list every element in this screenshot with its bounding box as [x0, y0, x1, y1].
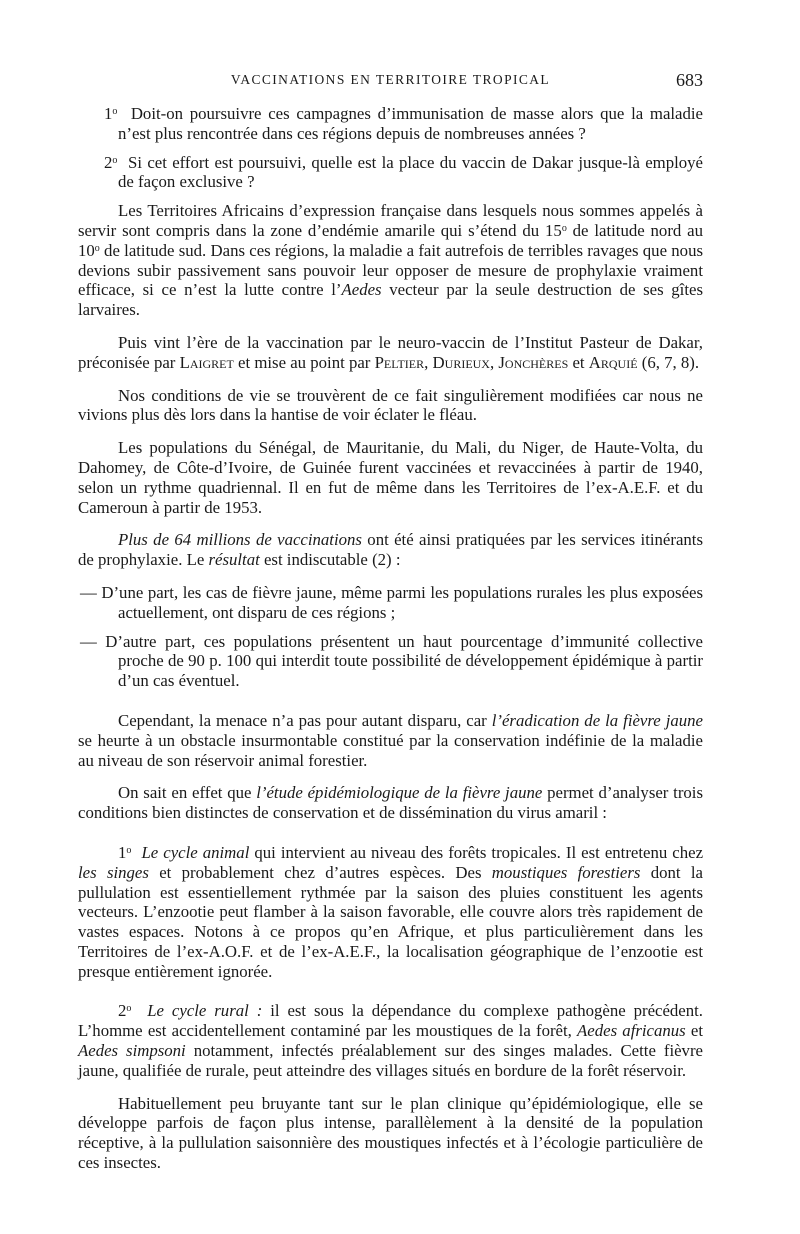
degree-sign: o — [126, 844, 132, 856]
italic-term: Aedes simpsoni — [78, 1041, 186, 1061]
italic-phrase: Plus de 64 millions de vaccinations — [118, 530, 362, 550]
paragraph-text: et — [685, 1021, 703, 1041]
paragraph-text: et — [568, 352, 589, 372]
paragraph-text: permet d’analyser trois conditions bien distinctes de conservation et de dissémination du virus amaril : — [78, 783, 704, 823]
item-number: 1 — [118, 842, 127, 862]
paragraph-text: il est sous la dépendance du complexe pathogène précédent. L’homme est accidentellement contaminé par les moustiques de la forêt, — [78, 1001, 704, 1041]
italic-phrase: Le cycle rural : — [147, 1001, 263, 1021]
paragraph-vaccinations — [78, 530, 703, 570]
paragraph-text: Les Territoires Africains d’expression française dans lesquels nous sommes appelés à servir sont compris dans la zone d’endémie amarile qui s’étend du 15 — [78, 201, 703, 240]
italic-phrase: l’étude épidémiologique de la fièvre jaune — [256, 783, 543, 803]
question-2-text: Si cet effort est poursuivi, quelle est la place du vaccin de Dakar jusque-là employé de façon exclusive ? — [118, 152, 703, 192]
italic-phrase: l’éradication de la fièvre jaune — [491, 710, 703, 730]
author-name: Arquié — [588, 352, 638, 372]
question-2-number: 2 — [104, 152, 113, 172]
paragraph-cycle-rural — [78, 1001, 703, 1080]
paragraph-text: , — [489, 352, 499, 372]
paragraph-text: dont la pullulation est essentiellement rythmée par la saison des pluies constituent les agents vecteurs. L’enzootie peut flamber à la saison favorable, elle couvre alors très rapidement de vastes espaces. Notons à ce propos qu’en Afrique, et plus particulièrement dans les Territoires de l’ex-A.O.F. et de l’ex-A.E.F., la localisation géographique de l’enzootie est presque entièrement ignorée. — [78, 862, 703, 981]
degree-sign: o — [561, 222, 567, 234]
body-text — [78, 104, 703, 1186]
question-1-number: 1 — [104, 104, 113, 123]
paragraph-etude — [78, 783, 703, 823]
italic-term: résultat — [208, 550, 260, 570]
author-name: Laigret — [179, 352, 234, 372]
question-1-degree: o — [112, 106, 118, 117]
italic-term: Aedes africanus — [577, 1021, 686, 1041]
author-name: Peltier — [374, 352, 425, 372]
paragraph-text: notamment, infectés préalablement sur des singes malades. Cette fièvre jaune, qualifiée de rurale, peut atteindre des villages situés en bordure de la forêt réservoir. — [78, 1041, 703, 1080]
paragraph-text: ont été ainsi pratiquées par les services itinérants de prophylaxie. Le — [78, 530, 703, 570]
italic-phrase: Le cycle animal — [141, 842, 250, 862]
paragraph-text: est indiscutable (2) : — [259, 550, 401, 570]
paragraph-habituellement: Habituellement peu bruyante tant sur le plan clinique qu’épidémiologique, elle se développe parfois de façon plus intense, parallèlement à la densité de la population réceptive, à la pullulation saisonnière des moustiques infectés et à l’écologie particulière de ces insectes. — [78, 1093, 703, 1173]
paragraph-text: et probablement chez d’autres espèces. Des — [148, 862, 492, 882]
running-title: VACCINATIONS EN TERRITOIRE TROPICAL — [230, 72, 551, 87]
paragraph-text: Puis vint l’ère de la vaccination par le neuro-vaccin de l’Institut Pasteur de Dakar, préconisée par — [78, 332, 703, 372]
paragraph-conditions: Nos conditions de vie se trouvèrent de ce fait singulièrement modifiées car nous ne vivions plus dès lors dans la hantise de voir éclater le fléau. — [78, 385, 703, 425]
paragraph-text: de latitude sud. Dans ces régions, la maladie a fait autrefois de terribles ravages que nous devions subir passivement sans pouvoir leur opposer de mesure de prophylaxie vraiment efficace, si ce n’est la lutte contre l’ — [78, 240, 703, 300]
paragraph-cycle-animal — [78, 843, 703, 982]
paragraph-text: de latitude nord au 10 — [78, 220, 704, 260]
page-number: 683 — [676, 70, 703, 90]
paragraph-populations: Les populations du Sénégal, de Mauritanie, du Mali, du Niger, de Haute-Volta, du Dahomey, de Côte-d’Ivoire, de Guinée furent vaccinées et revaccinées à partir de 1940, selon un rythme quadriennal. Il en fut de même dans les Territoires de l’ex-A.E.F. et du Cameroun à partir de 1953. — [78, 438, 703, 517]
item-number: 2 — [118, 1001, 127, 1021]
dash-item-2: — D’autre part, ces populations présentent un haut pourcentage d’immunité collective proche de 90 p. 100 qui interdit toute possibilité de développement épidémique à partir d’un cas éventuel. — [80, 631, 703, 691]
paragraph-neuro-vaccin — [78, 333, 703, 373]
page-header — [78, 70, 703, 94]
paragraph-text: qui intervient au niveau des forêts tropicales. Il est entretenu chez — [249, 842, 704, 862]
italic-phrase: moustiques forestiers — [491, 862, 641, 882]
italic-term: Aedes — [341, 280, 382, 300]
paragraph-text: Cependant, la menace n’a pas pour autant disparu, car — [118, 710, 492, 730]
degree-sign: o — [94, 242, 100, 254]
author-name: Jonchères — [498, 352, 569, 372]
question-2-degree: o — [112, 154, 118, 166]
italic-phrase: les singes — [78, 862, 149, 882]
paragraph-menace — [78, 711, 703, 770]
question-2 — [104, 152, 703, 193]
paragraph-text: se heurte à un obstacle insurmontable constitué par la conservation indéfinie de la maladie au niveau de son réservoir animal forestier. — [78, 730, 703, 770]
paragraph-text: On sait en effet que — [118, 783, 257, 803]
question-1-text: Doit-on poursuivre ces campagnes d’immunisation de masse alors que la maladie n’est plus rencontrée dans ces régions depuis de nombreuses années ? — [118, 104, 704, 143]
paragraph-territoires — [78, 201, 703, 320]
paragraph-text: , — [424, 352, 433, 372]
author-name: Durieux — [432, 352, 490, 372]
paragraph-text: (6, 7, 8). — [637, 352, 700, 372]
dash-item-1: — D’une part, les cas de fièvre jaune, même parmi les populations rurales les plus exposées actuellement, ont disparu de ces régions ; — [80, 582, 703, 622]
degree-sign: o — [126, 1003, 132, 1015]
paragraph-text: et mise au point par — [233, 352, 375, 372]
question-1 — [104, 104, 704, 144]
paragraph-text: vecteur par la seule destruction de ses gîtes larvaires. — [78, 280, 703, 320]
